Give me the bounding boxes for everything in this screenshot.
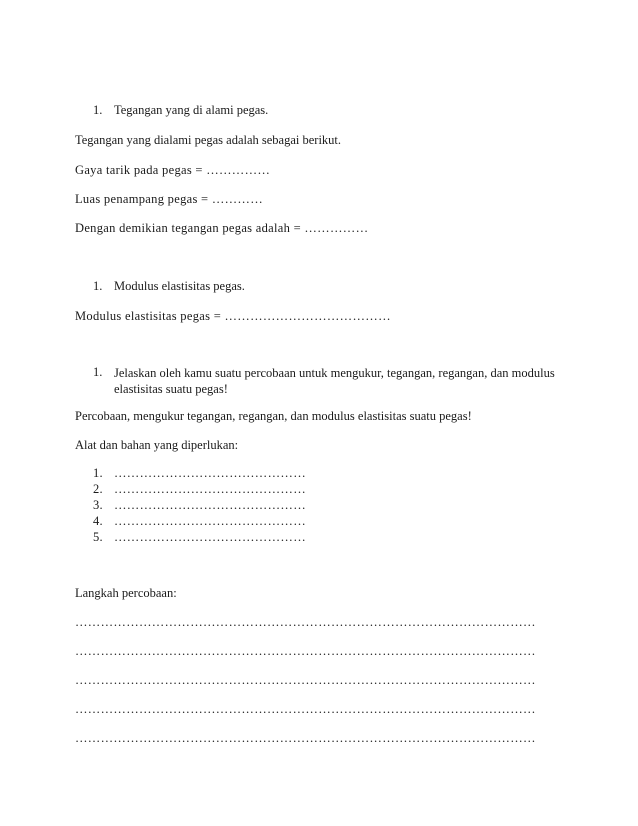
langkah-line: ……………………………………………………………………………………………… [75, 615, 536, 629]
section1-tegangan-result: Dengan demikian tegangan pegas adalah = …………… [75, 221, 369, 235]
section3-heading-number: 1. [93, 365, 103, 379]
section1-gaya-tarik: Gaya tarik pada pegas = …………… [75, 163, 271, 177]
alat-item [93, 530, 306, 545]
alat-bahan-label: Alat dan bahan yang diperlukan: [75, 438, 239, 452]
section1-heading-number: 1. [93, 103, 103, 117]
alat-item-number: 1. [93, 466, 103, 480]
alat-item [93, 514, 306, 529]
section2-heading-number: 1. [93, 279, 103, 293]
langkah-line: ……………………………………………………………………………………………… [75, 731, 536, 745]
langkah-line: ……………………………………………………………………………………………… [75, 673, 536, 687]
section1-heading [93, 103, 268, 118]
alat-item [93, 482, 306, 497]
alat-item-blank: ……………………………………… [114, 482, 306, 496]
section1-luas-penampang: Luas penampang pegas = ………… [75, 192, 264, 206]
alat-item-blank: ……………………………………… [114, 498, 306, 512]
alat-item [93, 498, 306, 513]
section2-heading-text: Modulus elastisitas pegas. [114, 279, 245, 293]
alat-item-blank: ……………………………………… [114, 530, 306, 544]
langkah-line: ……………………………………………………………………………………………… [75, 644, 536, 658]
section1-intro: Tegangan yang dialami pegas adalah sebagai berikut. [75, 133, 342, 147]
alat-item-number: 3. [93, 498, 103, 512]
alat-item-number: 5. [93, 530, 103, 544]
langkah-line: ……………………………………………………………………………………………… [75, 702, 536, 716]
section3-heading-text: Jelaskan oleh kamu suatu percobaan untuk mengukur, tegangan, regangan, dan modulus elastisitas suatu pegas! [114, 366, 555, 396]
alat-item [93, 466, 306, 481]
section2-heading [93, 279, 245, 294]
section1-heading-text: Tegangan yang di alami pegas. [114, 103, 269, 117]
langkah-percobaan-label: Langkah percobaan: [75, 586, 177, 600]
section3-heading [93, 365, 563, 397]
alat-item-blank: ……………………………………… [114, 466, 306, 480]
alat-item-blank: ……………………………………… [114, 514, 306, 528]
section3-subtitle: Percobaan, mengukur tegangan, regangan, dan modulus elastisitas suatu pegas! [75, 409, 472, 423]
section2-formula: Modulus elastisitas pegas = ………………………………… [75, 309, 391, 323]
alat-item-number: 2. [93, 482, 103, 496]
alat-item-number: 4. [93, 514, 103, 528]
